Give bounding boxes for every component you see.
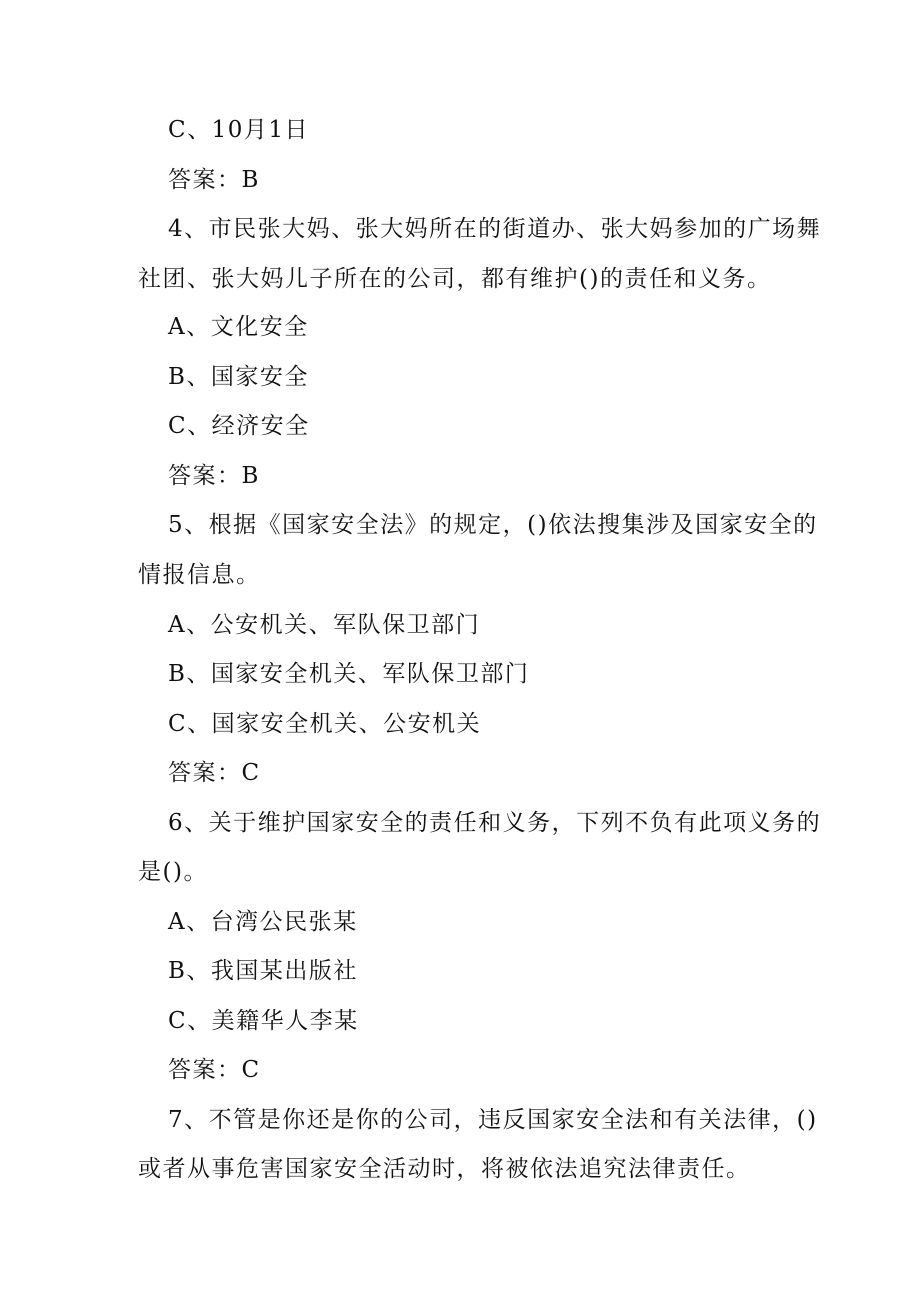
q4-option-a: A、文化安全 <box>168 314 309 340</box>
q4-stem-line-1: 4、市民张大妈、张大妈所在的街道办、张大妈参加的广场舞 <box>168 216 822 242</box>
q5-answer: 答案：C <box>168 760 261 786</box>
q4-option-c: C、经济安全 <box>168 413 310 439</box>
q6-option-c: C、美籍华人李某 <box>168 1008 359 1034</box>
q5-option-a: A、公安机关、军队保卫部门 <box>168 612 481 638</box>
q5-stem-line-2: 情报信息。 <box>138 562 261 588</box>
q6-option-b: B、我国某出版社 <box>168 958 358 984</box>
q4-stem-line-2: 社团、张大妈儿子所在的公司，都有维护()的责任和义务。 <box>138 266 772 292</box>
q6-stem-line-2: 是()。 <box>138 859 208 885</box>
q3-answer: 答案：B <box>168 167 260 193</box>
q4-option-b: B、国家安全 <box>168 364 309 390</box>
q6-answer: 答案：C <box>168 1057 261 1083</box>
q4-answer: 答案：B <box>168 463 260 489</box>
q3-option-c: C、10月1日 <box>168 117 309 143</box>
q5-option-b: B、国家安全机关、军队保卫部门 <box>168 661 530 687</box>
q6-stem-line-1: 6、关于维护国家安全的责任和义务，下列不负有此项义务的 <box>168 810 822 836</box>
q5-stem-line-1: 5、根据《国家安全法》的规定，()依法搜集涉及国家安全的 <box>168 512 818 538</box>
q7-stem-line-2: 或者从事危害国家安全活动时，将被依法追究法律责任。 <box>138 1156 751 1182</box>
q6-option-a: A、台湾公民张某 <box>168 909 358 935</box>
q7-stem-line-1: 7、不管是你还是你的公司，违反国家安全法和有关法律，() <box>168 1107 818 1133</box>
q5-option-c: C、国家安全机关、公安机关 <box>168 711 482 737</box>
